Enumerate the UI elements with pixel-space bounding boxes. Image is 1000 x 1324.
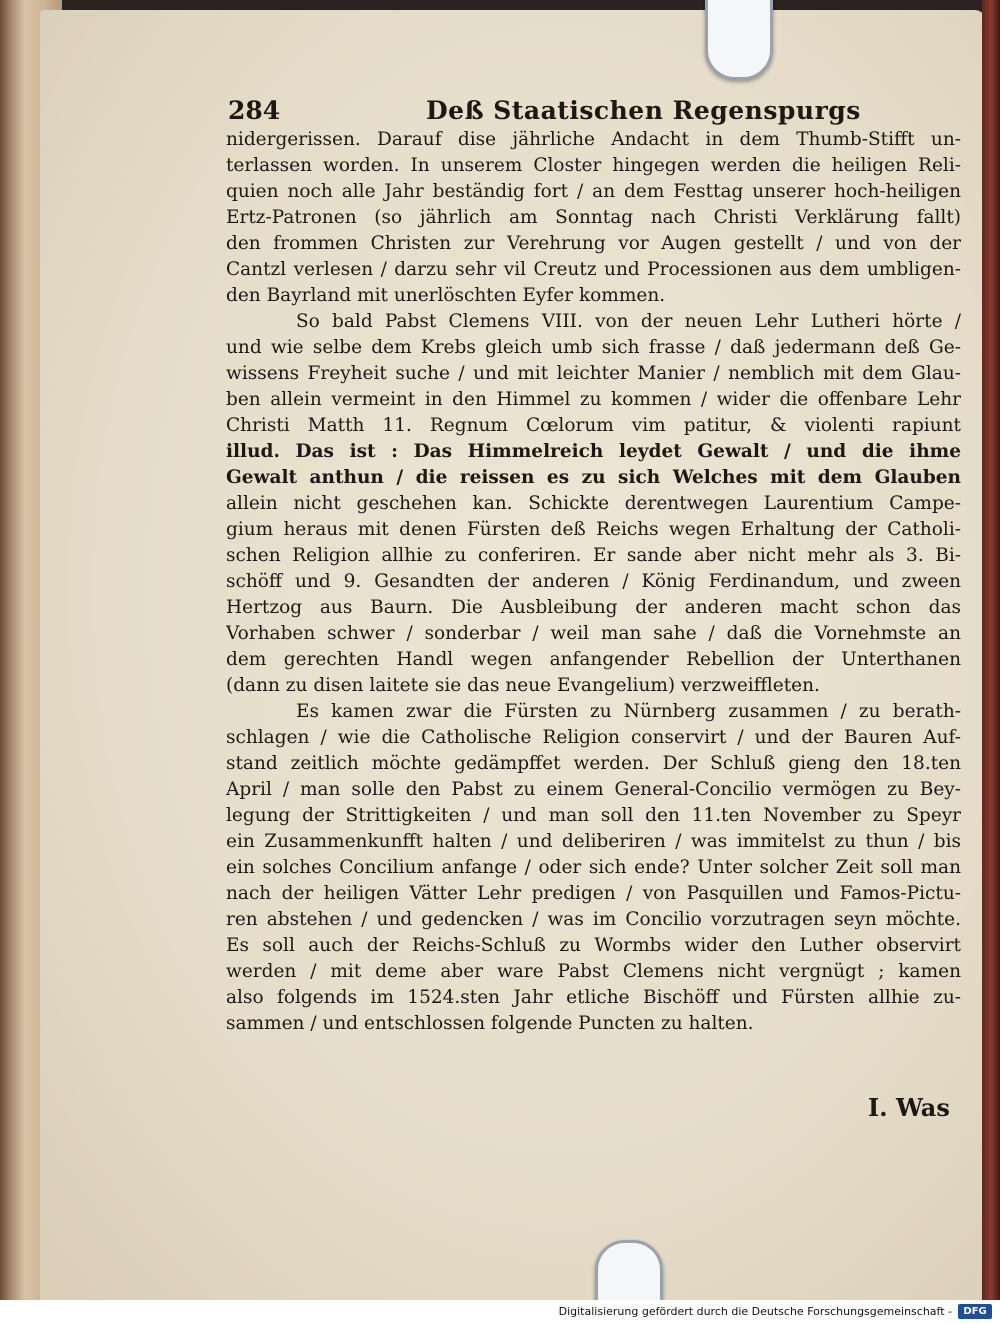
book-cover-edge	[982, 0, 1000, 1300]
running-header: Deß Staatischen Regenspurgs	[426, 96, 861, 125]
catchword: I. Was	[868, 1093, 950, 1122]
text-line: Gewalt anthun / die reissen es zu sich Welches mit dem Glauben	[226, 467, 961, 488]
text-line: illud. Das ist : Das Himmelreich leydet Gewalt / und die ihme	[226, 441, 961, 462]
text-line: terlassen worden. In unserem Closter hingegen werden die heiligen Reli-	[226, 155, 961, 176]
text-line: stand zeitlich möchte gedämpffet werden. Der Schluß gieng den 18.ten	[226, 753, 961, 774]
text-line: und wie selbe dem Krebs gleich umb sich frasse / daß jedermann deß Ge-	[226, 337, 961, 358]
text-line: dem gerechten Handl wegen anfangender Rebellion der Unterthanen	[226, 649, 961, 670]
text-line: Christi Matth 11. Regnum Cœlorum vim patitur, & violenti rapiunt	[226, 415, 961, 436]
text-line: Hertzog aus Baurn. Die Ausbleibung der anderen macht schon das	[226, 597, 961, 618]
text-line: quien noch alle Jahr beständig fort / an dem Festtag unserer hoch-heiligen	[226, 181, 961, 202]
dfg-logo: DFG	[958, 1304, 992, 1319]
text-line: Cantzl verlesen / darzu sehr vil Creutz und Processionen aus dem umbligen-	[226, 259, 961, 280]
text-line: sammen / und entschlossen folgende Puncten zu halten.	[226, 1013, 754, 1034]
text-line: ein Zusammenkunfft halten / und deliberiren / was immitelst zu thun / bis	[226, 831, 961, 852]
text-line: schöff und 9. Gesandten der anderen / König Ferdinandum, und zween	[226, 571, 961, 592]
text-line: allein nicht geschehen kan. Schickte derentwegen Laurentium Campe-	[226, 493, 961, 514]
text-line: den Bayrland mit unerlöschten Eyfer kommen.	[226, 285, 666, 306]
text-line: nidergerissen. Darauf dise jährliche Andacht in dem Thumb-Stifft un-	[226, 129, 961, 150]
text-line: legung der Strittigkeiten / und man soll den 11.ten November zu Speyr	[226, 805, 961, 826]
text-line: Es soll auch der Reichs-Schluß zu Wormbs wider den Luther observirt	[226, 935, 961, 956]
text-line: den frommen Christen zur Verehrung vor Augen gestellt / und von der	[226, 233, 961, 254]
text-line: Ertz-Patronen (so jährlich am Sonntag nach Christi Verklärung fallt)	[226, 207, 961, 228]
text-line: ren abstehen / und gedencken / was im Concilio vorzutragen seyn möchte.	[226, 909, 961, 930]
text-line: ein solches Concilium anfange / oder sich ende? Unter solcher Zeit soll man	[226, 857, 961, 878]
text-line: Es kamen zwar die Fürsten zu Nürnberg zusammen / zu berath-	[296, 701, 961, 722]
text-line: wissens Freyheit suche / und mit leichter Manier / nemblich mit dem Glau-	[226, 363, 961, 384]
body-text	[226, 127, 961, 1037]
text-line: gium heraus mit denen Fürsten deß Reichs wegen Erhaltung der Catholi-	[226, 519, 961, 540]
text-line: April / man solle den Pabst zu einem General-Concilio vermögen zu Bey-	[226, 779, 961, 800]
text-line: schlagen / wie die Catholische Religion conservirt / und der Bauren Auf-	[226, 727, 961, 748]
page-number: 284	[228, 96, 281, 125]
text-line: schen Religion allhie zu conferiren. Er sande aber nicht mehr als 3. Bi-	[226, 545, 961, 566]
text-line: werden / mit deme aber ware Pabst Clemens nicht vergnügt ; kamen	[226, 961, 961, 982]
text-line: nach der heiligen Vätter Lehr predigen / von Pasquillen und Famos-Pictu-	[226, 883, 961, 904]
funding-credit: Digitalisierung gefördert durch die Deutsche Forschungsgemeinschaft -	[558, 1305, 952, 1318]
text-line: Vorhaben schwer / sonderbar / weil man sahe / daß die Vornehmste an	[226, 623, 961, 644]
page-clip-bottom	[595, 1240, 663, 1300]
text-line: So bald Pabst Clemens VIII. von der neuen Lehr Lutheri hörte /	[296, 311, 961, 332]
page-clip-top	[705, 0, 773, 80]
digitization-footer	[0, 1300, 1000, 1324]
text-line: (dann zu disen laitete sie das neue Evangelium) verzweiffleten.	[226, 675, 820, 696]
text-line: also folgends im 1524.sten Jahr etliche Bischöff und Fürsten allhie zu-	[226, 987, 961, 1008]
text-line: ben allein vermeint in den Himmel zu kommen / wider die offenbare Lehr	[226, 389, 961, 410]
